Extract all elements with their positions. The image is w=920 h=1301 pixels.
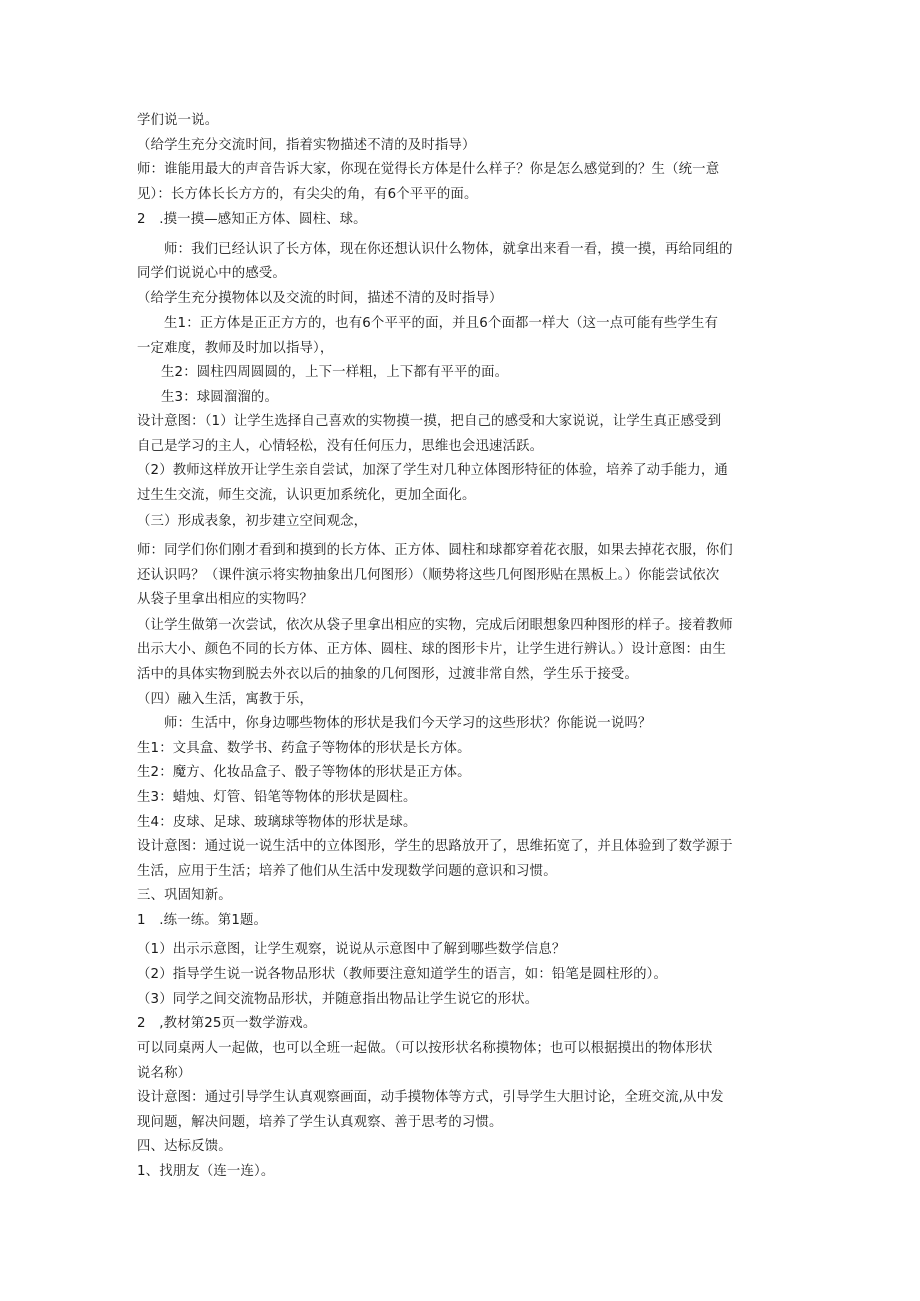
- text-line: 生4：皮球、足球、玻璃球等物体的形状是球。: [137, 815, 417, 830]
- text-line: 现问题，解决问题，培养了学生认真观察、善于思考的习惯。: [137, 1115, 503, 1130]
- text-line: （3）同学之间交流物品形状，并随意指出物品让学生说它的形状。: [137, 992, 539, 1007]
- section-heading: （四）融入生活，寓教于乐，: [137, 692, 314, 707]
- text-line: 活中的具体实物到脱去外衣以后的抽象的几何图形，过渡非常自然，学生乐于接受。: [137, 667, 639, 682]
- text-line: 师：谁能用最大的声音告诉大家，你现在觉得长方体是什么样子？你是怎么感觉到的？生（统一意: [137, 162, 720, 177]
- text-line: （1）出示示意图，让学生观察，说说从示意图中了解到哪些数学信息？: [137, 942, 566, 957]
- text-line: （2）指导学生说一说各物品形状（教师要注意知道学生的语言，如：铅笔是圆柱形的）。: [137, 967, 668, 982]
- section-heading: 三、巩固知新。: [137, 888, 232, 903]
- text-line: （给学生充分交流时间，指着实物描述不清的及时指导）: [137, 138, 476, 153]
- text-line: 生1：文具盒、数学书、药盒子等物体的形状是长方体。: [137, 741, 471, 756]
- text-line: 说名称）: [137, 1066, 192, 1081]
- text-line: 设计意图：通过说一说生活中的立体图形，学生的思路放开了，思维拓宽了，并且体验到了数学源于: [137, 839, 733, 854]
- section-heading: （三）形成表象，初步建立空间观念，: [137, 514, 368, 529]
- text-line: 生2：圆柱四周圆圆的，上下一样粗，上下都有平平的面。: [161, 365, 509, 380]
- text-line: 生2：魔方、化妆品盒子、骰子等物体的形状是正方体。: [137, 765, 471, 780]
- text-line: 生活，应用于生活；培养了他们从生活中发现数学问题的意识和习惯。: [137, 864, 557, 879]
- text-line: 1 .练一练。第1题。: [137, 913, 268, 928]
- text-line: 同学们说说心中的感受。: [137, 266, 286, 281]
- text-line: 出示大小、颜色不同的长方体、正方体、圆柱、球的图形卡片，让学生进行辨认。）设计意图：由生: [137, 642, 727, 657]
- text-line: 师：生活中，你身边哪些物体的形状是我们今天学习的这些形状？你能说一说吗？: [164, 716, 652, 731]
- text-line: （让学生做第一次尝试，依次从袋子里拿出相应的实物，完成后闭眼想象四种图形的样子。接着教师: [137, 618, 733, 633]
- text-line: 2 ,教材第25页一数学游戏。: [137, 1016, 317, 1031]
- text-line: 从袋子里拿出相应的实物吗？: [137, 592, 314, 607]
- text-line: （给学生充分摸物体以及交流的时间，描述不清的及时指导）: [137, 291, 503, 306]
- section-heading: 四、达标反馈。: [137, 1139, 232, 1154]
- text-line: 过生生交流，师生交流，认识更加系统化，更加全面化。: [137, 488, 476, 503]
- text-line: 生3：球圆溜溜的。: [161, 390, 278, 405]
- text-line: 见）：长方体长长方方的，有尖尖的角，有6个平平的面。: [137, 187, 478, 202]
- text-line: 自己是学习的主人，心情轻松，没有任何压力，思维也会迅速活跃。: [137, 439, 544, 454]
- text-line: 学们说一说。: [137, 113, 219, 128]
- text-line: 可以同桌两人一起做，也可以全班一起做。（可以按形状名称摸物体；也可以根据摸出的物体形状: [137, 1041, 713, 1056]
- text-line: 设计意图：通过引导学生认真观察画面，动手摸物体等方式，引导学生大胆讨论，全班交流,从中发: [137, 1090, 724, 1105]
- text-line: 生3：蜡烛、灯管、铅笔等物体的形状是圆柱。: [137, 790, 417, 805]
- text-line: 师：同学们你们刚才看到和摸到的长方体、正方体、圆柱和球都穿着花衣服，如果去掉花衣服，你们: [137, 543, 733, 558]
- text-line: 2 .摸一摸—感知正方体、圆柱、球。: [137, 212, 367, 227]
- text-line: 师：我们已经认识了长方体，现在你还想认识什么物体，就拿出来看一看，摸一摸，再给同组的: [164, 242, 733, 257]
- text-line: 还认识吗？（课件演示将实物抽象出几何图形）（顺势将这些几何图形贴在黑板上。）你能尝试依次: [137, 568, 720, 583]
- text-line: 1、找朋友（连一连）。: [137, 1164, 275, 1179]
- text-line: 设计意图：（1）让学生选择自己喜欢的实物摸一摸，把自己的感受和大家说说，让学生真正感受到: [137, 414, 722, 429]
- text-line: 生1：正方体是正正方方的，也有6个平平的面，并且6个面都一样大（这一点可能有些学生有: [164, 316, 719, 331]
- text-line: 一定难度，教师及时加以指导），: [137, 341, 334, 356]
- text-line: （2）教师这样放开让学生亲自尝试，加深了学生对几种立体图形特征的体验，培养了动手能力，通: [137, 463, 728, 478]
